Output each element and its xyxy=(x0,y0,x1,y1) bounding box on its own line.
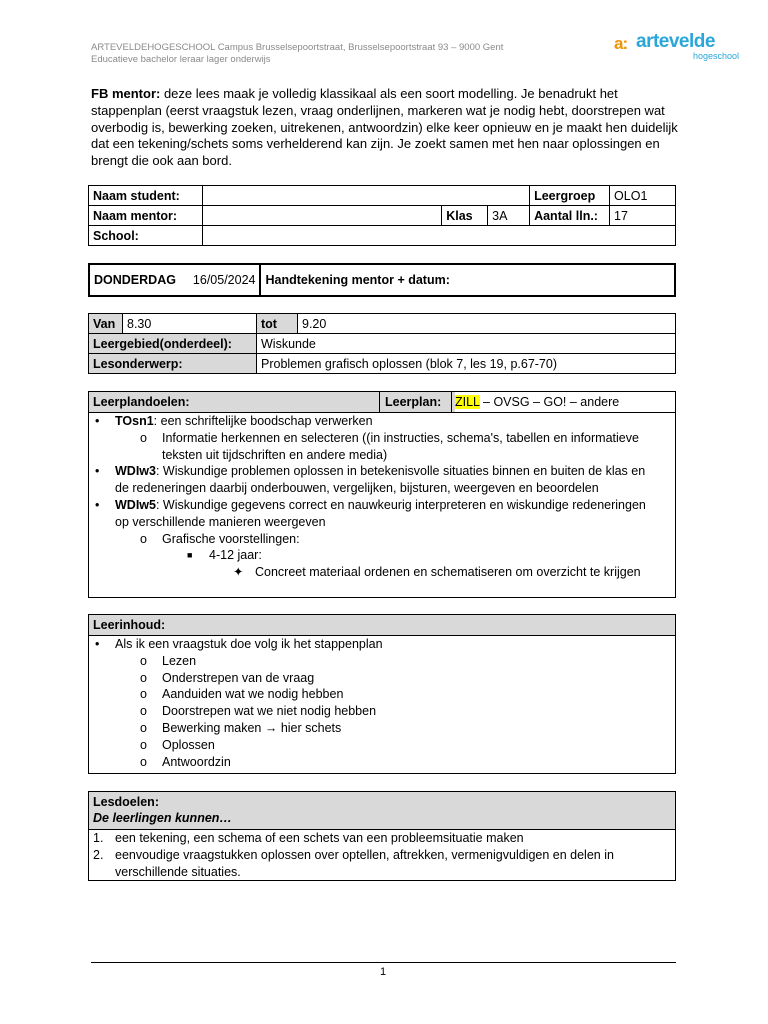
leerinhoud-main xyxy=(89,636,675,653)
leerinhoud-main-text: Als ik een vraagstuk doe volg ik het stappenplan xyxy=(115,637,383,651)
leergroep-value[interactable]: OLO1 xyxy=(610,186,676,206)
date-value: 16/05/2024 xyxy=(192,273,256,287)
goal-wdiw3 xyxy=(89,463,675,497)
lesdoel-item xyxy=(89,830,675,847)
lesdoelen-subtitle: De leerlingen kunnen… xyxy=(93,811,232,825)
header-school-info xyxy=(91,42,503,66)
goal-wdiw5-subsubsub xyxy=(89,564,675,581)
tot-label: tot xyxy=(257,314,298,334)
lesson-info-table xyxy=(88,313,676,374)
step-text: Oplossen xyxy=(162,737,215,752)
naam-mentor-label: Naam mentor: xyxy=(89,206,203,226)
circle-bullet-icon: o xyxy=(140,670,147,685)
goal-sub-text: Concreet materiaal ordenen en schematiseren om overzicht te krijgen xyxy=(255,565,641,580)
leerplan-other-options: – OVSG – GO! – andere xyxy=(479,395,620,409)
step-item xyxy=(89,720,675,737)
circle-bullet-icon: o xyxy=(140,687,147,702)
goal-text: : Wiskundige gegevens correct en nauwkeurig interpreteren en wiskundige redeneringen xyxy=(155,497,646,512)
goal-code: WDIw3 xyxy=(115,464,156,479)
school-address: ARTEVELDEHOGESCHOOL Campus Brusselsepoortstraat, Brusselsepoortstraat 93 – 9000 Gent xyxy=(91,42,504,53)
aantal-value[interactable]: 17 xyxy=(610,206,676,226)
logo-mark-icon: a: xyxy=(614,34,628,53)
klas-label: Klas xyxy=(442,206,488,226)
lesdoelen-title: Lesdoelen: xyxy=(93,795,159,809)
lesdoel-text: eenvoudige vraagstukken oplossen over optellen, aftrekken, vermenigvuldigen en delen in xyxy=(115,847,614,862)
lesdoelen-box xyxy=(88,791,676,881)
program-name: Educatieve bachelor leraar lager onderwijs xyxy=(91,54,271,65)
step-item xyxy=(89,754,675,771)
leerplan-zill-highlight: ZILL xyxy=(455,395,480,409)
step-text: Bewerking maken xyxy=(162,720,262,735)
aantal-label: Aantal lln.: xyxy=(530,206,610,226)
van-value[interactable]: 8.30 xyxy=(123,314,257,334)
signature-label[interactable]: Handtekening mentor + datum: xyxy=(260,264,675,296)
goal-wdiw5-subsub xyxy=(89,547,675,564)
goal-tosn1-sub xyxy=(89,430,675,464)
step-text: Aanduiden wat we nodig hebben xyxy=(162,687,344,702)
naam-mentor-field[interactable] xyxy=(202,206,441,226)
goal-text: op verschillende manieren weergeven xyxy=(115,514,326,529)
van-label: Van xyxy=(89,314,123,334)
step-text: Doorstrepen wat we niet nodig hebben xyxy=(162,704,377,719)
logo-sub: hogeschool xyxy=(693,51,740,61)
circle-bullet-icon: o xyxy=(140,430,147,445)
lesdoel-text: een tekening, een schema of een schets van een probleemsituatie maken xyxy=(115,831,524,845)
arrow-right-icon: → xyxy=(264,720,278,735)
circle-bullet-icon: o xyxy=(140,531,147,546)
bullet-icon: • xyxy=(95,637,100,651)
mentor-feedback xyxy=(91,86,681,170)
naam-student-field[interactable] xyxy=(202,186,529,206)
school-field[interactable] xyxy=(202,226,675,246)
circle-bullet-icon: o xyxy=(140,653,147,668)
step-text: Lezen xyxy=(162,653,197,668)
lesdoel-item xyxy=(89,847,675,881)
goal-sub-text: teksten uit tijdschriften en andere media) xyxy=(162,447,388,462)
step-text: Onderstrepen van de vraag xyxy=(162,670,315,685)
goal-tosn1 xyxy=(89,413,675,430)
leerplandoelen-header xyxy=(89,392,675,413)
leerinhoud-title: Leerinhoud: xyxy=(89,615,675,636)
circle-bullet-icon: o xyxy=(140,754,147,769)
lesdoelen-header xyxy=(89,792,675,830)
bullet-icon: • xyxy=(95,464,100,479)
goal-sub-text: 4-12 jaar: xyxy=(209,548,262,563)
square-bullet-icon: ■ xyxy=(187,550,193,561)
day-date-cell xyxy=(89,264,260,296)
step-item xyxy=(89,653,675,670)
step-item xyxy=(89,737,675,754)
student-info-table xyxy=(88,185,676,246)
bullet-icon: • xyxy=(95,414,100,428)
day-label: DONDERDAG xyxy=(94,273,176,287)
step-text: Antwoordzin xyxy=(162,754,231,769)
goal-wdiw5-sub xyxy=(89,531,675,548)
goal-text: de redeneringen daarbij onderbouwen, vergelijken, bijsturen, weergeven en beoordelen xyxy=(115,481,599,496)
goal-sub-text: Informatie herkennen en selecteren ((in instructies, schema's, tabellen en informatieve xyxy=(162,430,639,445)
tot-value[interactable]: 9.20 xyxy=(298,314,676,334)
school-label: School: xyxy=(89,226,203,246)
feedback-text: deze lees maak je volledig klassikaal als een soort modelling. Je benadrukt het stappenplan (eerst vraagstuk lezen, vraag onderlijnen, markeren wat je nodig hebt, doorstrepen wat overbodig is, bewerking zoeken, uitrekenen, antwoordzin) elke keer opnieuw en je maakt hen duidelijk dat een tekening/schets soms verhelderend kan zijn. Je zoekt samen met hen naar oplossingen en brengt die ook aan bord. xyxy=(91,86,678,169)
leergebied-value[interactable]: Wiskunde xyxy=(257,334,676,354)
goal-text: : Wiskundige problemen oplossen in betekenisvolle situaties binnen en buiten de klas en xyxy=(155,464,646,479)
leerplandoelen-title: Leerplandoelen: xyxy=(93,395,190,409)
step-suffix: hier schets xyxy=(277,720,342,735)
lesonderwerp-value[interactable]: Problemen grafisch oplossen (blok 7, les 19, p.67-70) xyxy=(257,354,676,374)
artevelde-logo xyxy=(614,31,740,61)
lesdoel-text: verschillende situaties. xyxy=(115,864,241,879)
goal-text: : een schriftelijke boodschap verwerken xyxy=(153,414,373,428)
footer-divider xyxy=(91,962,676,963)
feedback-label: FB mentor: xyxy=(91,86,161,101)
leergebied-label: Leergebied(onderdeel): xyxy=(89,334,257,354)
goal-code: TOsn1 xyxy=(115,414,154,428)
lesonderwerp-label: Lesonderwerp: xyxy=(89,354,257,374)
star-bullet-icon: ✦ xyxy=(233,565,244,580)
list-number: 2. xyxy=(93,847,104,862)
step-item xyxy=(89,703,675,720)
page-number: 1 xyxy=(380,966,387,978)
date-table xyxy=(88,263,676,297)
goal-sub-text: Grafische voorstellingen: xyxy=(162,531,300,546)
goal-code: WDIw5 xyxy=(115,497,156,512)
leerplandoelen-box xyxy=(88,391,676,598)
list-number: 1. xyxy=(93,831,104,845)
leergroep-label: Leergroep xyxy=(530,186,610,206)
leerplan-label: Leerplan: xyxy=(385,395,442,409)
circle-bullet-icon: o xyxy=(140,737,147,752)
leerplan-options[interactable] xyxy=(455,392,675,412)
step-item xyxy=(89,686,675,703)
circle-bullet-icon: o xyxy=(140,704,147,719)
goal-wdiw5 xyxy=(89,497,675,531)
circle-bullet-icon: o xyxy=(140,720,147,735)
leerinhoud-box xyxy=(88,614,676,774)
step-item xyxy=(89,670,675,687)
naam-student-label: Naam student: xyxy=(89,186,203,206)
logo-name: artevelde xyxy=(636,31,715,52)
klas-value[interactable]: 3A xyxy=(488,206,530,226)
bullet-icon: • xyxy=(95,497,100,512)
